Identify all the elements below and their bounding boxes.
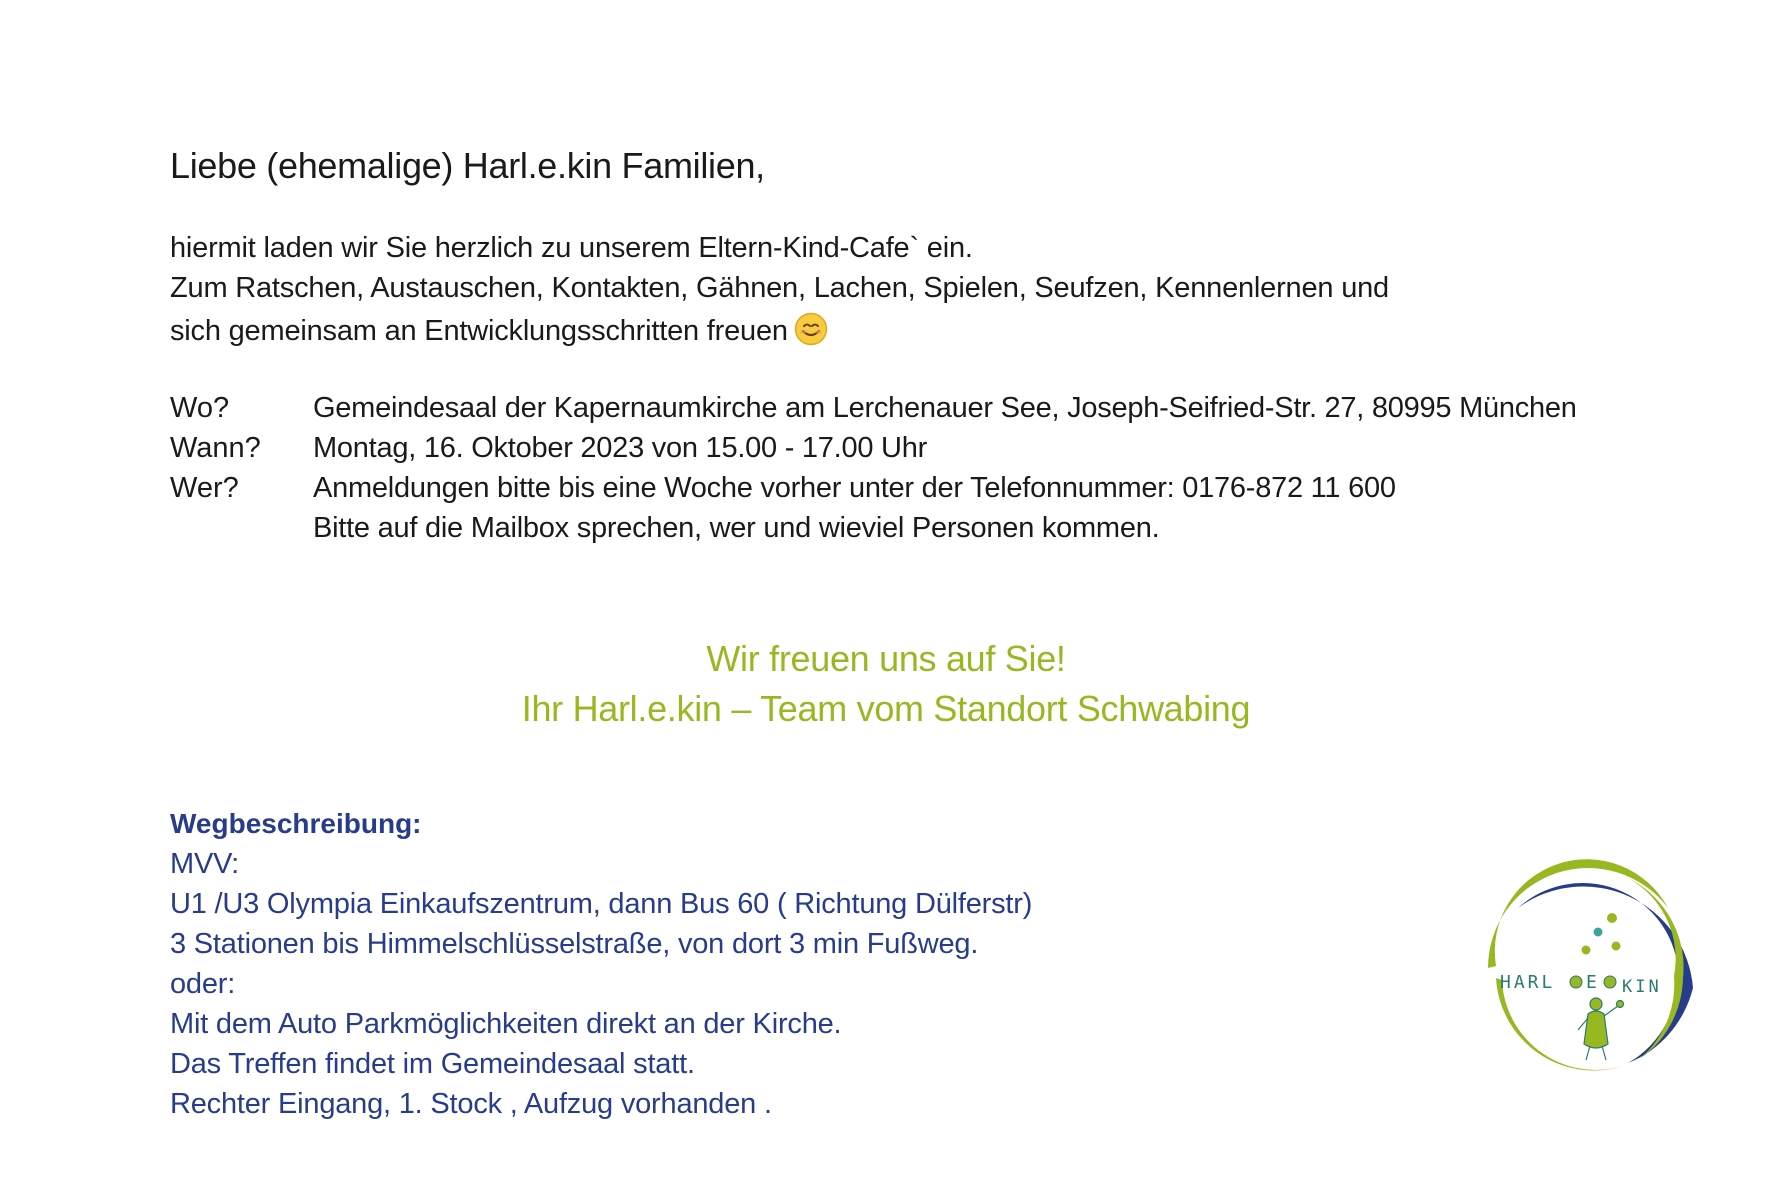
directions-line: Mit dem Auto Parkmöglichkeiten direkt an der Kirche. <box>170 1008 842 1040</box>
directions-line: U1 /U3 Olympia Einkaufszentrum, dann Bus 60 ( Richtung Dülferstr) <box>170 888 1033 920</box>
harlekin-logo <box>1478 848 1710 1074</box>
who-note: Bitte auf die Mailbox sprechen, wer und wieviel Personen kommen. <box>313 512 1160 544</box>
closing-line-1: Wir freuen uns auf Sie! <box>706 638 1066 679</box>
who-label: Wer? <box>170 472 239 504</box>
intro-line-1: hiermit laden wir Sie herzlich zu unserem Eltern-Kind-Cafe` ein. <box>170 232 973 264</box>
svg-text:KIN: KIN <box>1622 977 1662 997</box>
who-value: Anmeldungen bitte bis eine Woche vorher unter der Telefonnummer: 0176-872 11 600 <box>313 472 1396 504</box>
directions-line: Rechter Eingang, 1. Stock , Aufzug vorhanden . <box>170 1088 772 1120</box>
where-label: Wo? <box>170 392 230 424</box>
directions-line: MVV: <box>170 848 240 880</box>
directions-title: Wegbeschreibung: <box>170 808 422 839</box>
svg-text:HARL: HARL <box>1500 972 1556 993</box>
intro-line-2: Zum Ratschen, Austauschen, Kontakten, Gähnen, Lachen, Spielen, Seufzen, Kennenlernen und <box>170 272 1389 304</box>
when-label: Wann? <box>170 432 261 464</box>
directions-line: oder: <box>170 968 236 1000</box>
directions-line: Das Treffen findet im Gemeindesaal statt. <box>170 1048 695 1080</box>
directions-line: 3 Stationen bis Himmelschlüsselstraße, von dort 3 min Fußweg. <box>170 928 979 960</box>
smiley-icon <box>794 312 828 346</box>
logo-text <box>1500 972 1662 997</box>
harlequin-figure <box>1578 998 1624 1060</box>
closing-line-2: Ihr Harl.e.kin – Team vom Standort Schwabing <box>521 688 1251 729</box>
intro-line-3 <box>170 312 828 348</box>
when-value: Montag, 16. Oktober 2023 von 15.00 - 17.00 Uhr <box>313 432 928 464</box>
where-value: Gemeindesaal der Kapernaumkirche am Lerchenauer See, Joseph-Seifried-Str. 27, 80995 München <box>313 392 1577 424</box>
intro-line-3-text: sich gemeinsam an Entwicklungsschritten freuen <box>170 315 788 347</box>
greeting-heading: Liebe (ehemalige) Harl.e.kin Familien, <box>170 145 765 186</box>
svg-text:E: E <box>1586 972 1597 993</box>
